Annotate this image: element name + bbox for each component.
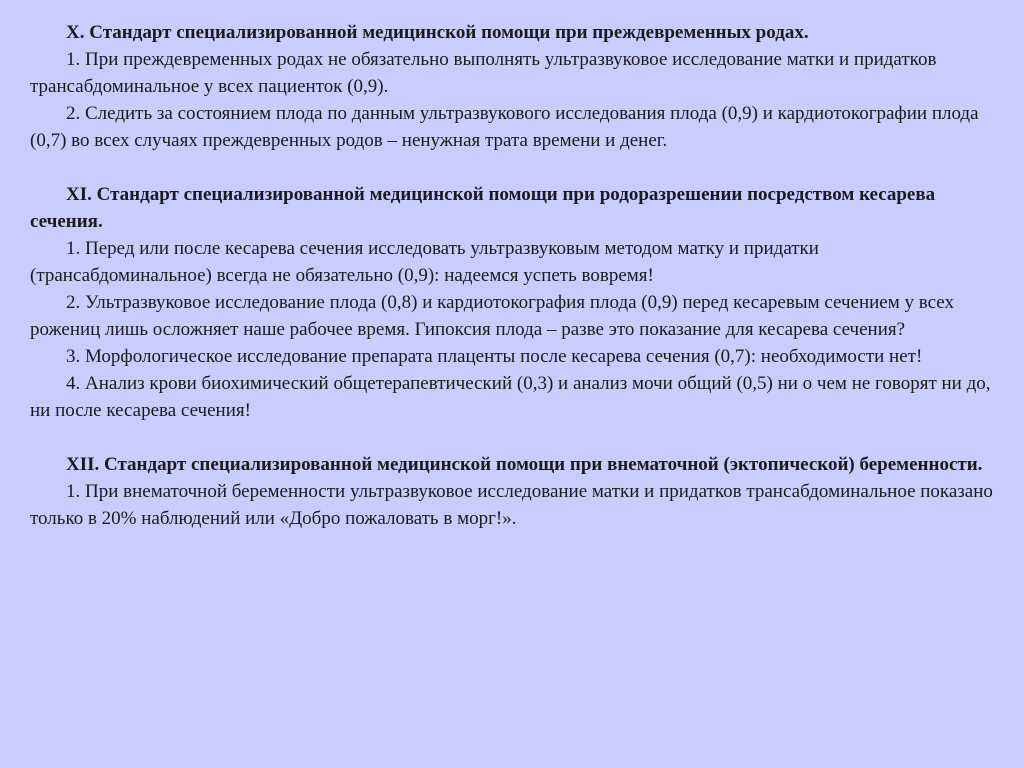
list-item: 2. Ультразвуковое исследование плода (0,8) и кардиотокография плода (0,9) перед кесаревым сечением у всех рожениц лишь осложняет наше рабочее время. Гипоксия плода – разве это показание для кесарева сечения? xyxy=(30,292,954,340)
slide-content xyxy=(30,19,996,532)
section-heading: X. Стандарт специализированной медицинской помощи при преждевременных родах. xyxy=(66,22,809,43)
section-x xyxy=(30,19,996,154)
section-xi xyxy=(30,181,996,424)
list-item: 1. Перед или после кесарева сечения исследовать ультразвуковым методом матку и придатки (трансабдоминальное) всегда не обязательно (0,9): надеемся успеть вовремя! xyxy=(30,238,819,286)
section-heading: XI. Стандарт специализированной медицинской помощи при родоразрешении посредством кесарева сечения. xyxy=(30,184,936,232)
section-heading: XII. Стандарт специализированной медицинской помощи при внематочной (эктопической) беременности. xyxy=(66,454,983,475)
section-xii xyxy=(30,451,996,532)
list-item: 1. При преждевременных родах не обязательно выполнять ультразвуковое исследование матки и придатков трансабдоминальное у всех пациенток (0,9). xyxy=(30,49,937,97)
list-item: 2. Следить за состоянием плода по данным ультразвукового исследования плода (0,9) и кардиотокографии плода (0,7) во всех случаях преждевренных родов – ненужная трата времени и денег. xyxy=(30,103,979,151)
list-item: 3. Морфологическое исследование препарата плаценты после кесарева сечения (0,7): необходимости нет! xyxy=(66,346,923,367)
list-item: 4. Анализ крови биохимический общетерапевтический (0,3) и анализ мочи общий (0,5) ни о чем не говорят ни до, ни после кесарева сечения! xyxy=(30,373,991,421)
list-item: 1. При внематочной беременности ультразвуковое исследование матки и придатков трансабдоминальное показано только в 20% наблюдений или «Добро пожаловать в морг!». xyxy=(30,481,993,529)
